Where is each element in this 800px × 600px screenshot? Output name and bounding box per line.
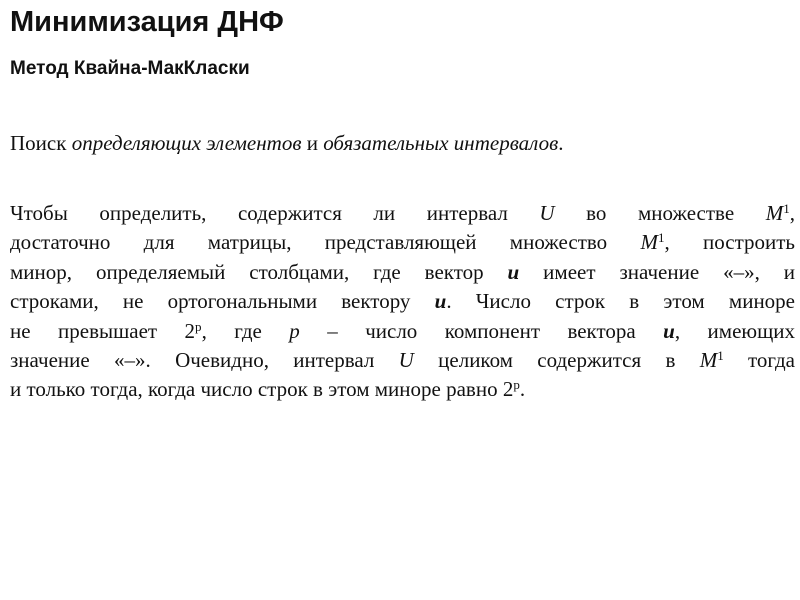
text-run: – число компонент вектора: [299, 318, 664, 343]
text-run: . Число строк в этом миноре: [446, 289, 795, 314]
text-run: , где: [201, 318, 290, 343]
term-defining-elements: определяющих элементов: [71, 131, 302, 155]
superscript: p: [195, 318, 202, 334]
text-run: целиком содержится в: [413, 348, 700, 373]
vector-symbol: u: [663, 318, 675, 343]
text-run: , построить: [664, 230, 795, 255]
text-run: ,: [789, 201, 795, 225]
body-line: [10, 228, 795, 257]
body-line: [10, 258, 795, 287]
text-run: значение «–». Очевидно, интервал: [10, 348, 399, 373]
intro-text-part: .: [558, 131, 564, 155]
body-paragraph: [10, 199, 795, 405]
vector-symbol: u: [434, 289, 447, 314]
text-run: имеет значение «–», и: [519, 259, 796, 284]
body-line: [10, 287, 795, 316]
body-line: [10, 346, 795, 375]
text-run: и только тогда, когда число строк в этом миноре равно 2: [10, 377, 514, 402]
superscript: p: [513, 377, 520, 393]
interval-symbol: U: [539, 201, 555, 225]
text-run: , имеющих: [674, 318, 795, 343]
text-run: .: [519, 377, 526, 402]
intro-text-part: Поиск: [10, 131, 72, 155]
superscript: 1: [783, 200, 790, 216]
text-run: достаточно для матрицы, представляющей множество: [10, 230, 641, 255]
text-run: во множестве: [554, 201, 766, 225]
slide-subtitle: Метод Квайна-МакКласки: [10, 58, 250, 79]
text-run: тогда: [723, 348, 795, 373]
text-run: не превышает 2: [10, 318, 196, 343]
superscript: 1: [657, 230, 665, 246]
set-symbol: M: [640, 230, 658, 255]
body-line: [10, 199, 795, 228]
interval-symbol: U: [398, 348, 414, 373]
intro-text: [10, 128, 563, 158]
intro-text-part: и: [301, 131, 324, 155]
set-symbol: M: [699, 348, 718, 373]
slide-title: Минимизация ДНФ: [10, 6, 284, 38]
set-symbol: M: [765, 201, 784, 225]
vector-symbol: u: [507, 259, 520, 284]
body-line: [10, 317, 795, 346]
text-run: минор, определяемый столбцами, где вектор: [10, 259, 508, 284]
variable-symbol: p: [289, 318, 300, 343]
term-mandatory-intervals: обязательных интервалов: [323, 131, 559, 155]
superscript: 1: [717, 347, 724, 363]
text-run: строками, не ортогональными вектору: [10, 289, 435, 314]
text-run: Чтобы определить, содержится ли интервал: [10, 201, 540, 225]
body-line: [10, 375, 795, 404]
